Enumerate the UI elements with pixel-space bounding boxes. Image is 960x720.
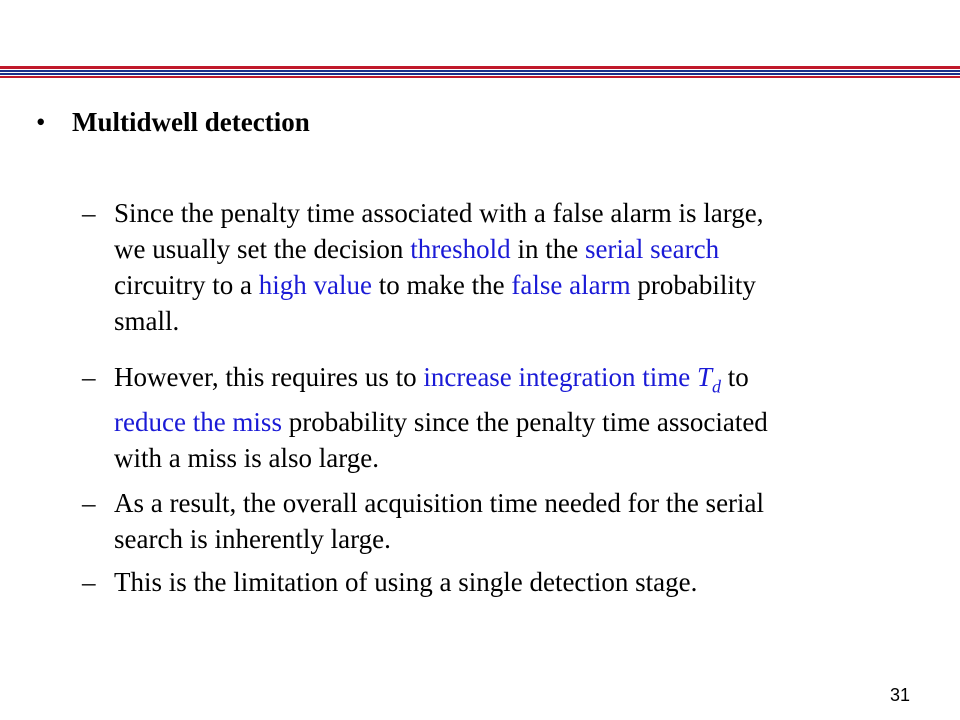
sub-item-text (114, 195, 902, 339)
sub-item-3 (82, 485, 902, 557)
highlighted-term: serial search (584, 234, 720, 264)
text-line (114, 303, 902, 339)
dash-icon: – (82, 362, 96, 392)
text-segment: This is the limitation of using a single detection stage. (114, 567, 698, 597)
slide-heading: Multidwell detection (72, 107, 310, 137)
text-segment: we usually set the decision (114, 234, 411, 264)
text-line (114, 521, 902, 557)
dash-icon: – (82, 567, 96, 597)
text-segment: small. (114, 306, 180, 336)
text-segment: Since the penalty time associated with a false alarm is large, (114, 198, 764, 228)
text-segment: probability since the penalty time associated (281, 407, 768, 438)
text-segment: search is inherently large. (114, 524, 391, 554)
text-segment: probability (630, 270, 756, 300)
text-segment: As a result, the overall acquisition time needed for the serial (114, 488, 765, 518)
highlighted-term: false alarm (511, 270, 631, 300)
text-line (114, 195, 902, 231)
dash-icon: – (82, 488, 96, 518)
sub-item-4 (82, 564, 902, 600)
highlighted-term: high value (258, 270, 372, 300)
sub-item-1 (82, 195, 902, 339)
highlighted-term: increase integration time (423, 362, 697, 392)
sub-item-text (114, 359, 902, 476)
heading-row (36, 104, 310, 140)
text-line (114, 231, 902, 267)
text-segment: circuitry to a (114, 270, 259, 300)
sub-item-2 (82, 359, 902, 476)
text-line (114, 267, 902, 303)
text-line (114, 404, 902, 440)
highlighted-term: reduce the miss (114, 407, 282, 438)
text-segment: to (721, 362, 749, 392)
text-line (114, 564, 902, 600)
bullet-icon: • (36, 107, 46, 137)
text-line (114, 359, 902, 404)
text-segment: with a miss is also large. (114, 443, 379, 474)
page-number: 31 (889, 685, 910, 705)
text-segment: in the (510, 234, 585, 264)
dash-icon: – (82, 198, 96, 228)
header-rule-blue-1 (0, 70, 960, 72)
symbol: T (697, 362, 713, 392)
subscript: d (712, 376, 722, 397)
header-rule-red-top (0, 66, 960, 69)
sub-item-text (114, 564, 902, 600)
text-line (114, 440, 902, 476)
header-rule-blue-2 (0, 73, 960, 75)
text-segment: to make the (371, 270, 512, 300)
header-rule-red-bottom (0, 76, 960, 78)
sub-item-text (114, 485, 902, 557)
text-segment: However, this requires us to (114, 362, 424, 392)
text-line (114, 485, 902, 521)
highlighted-term: threshold (410, 234, 511, 264)
